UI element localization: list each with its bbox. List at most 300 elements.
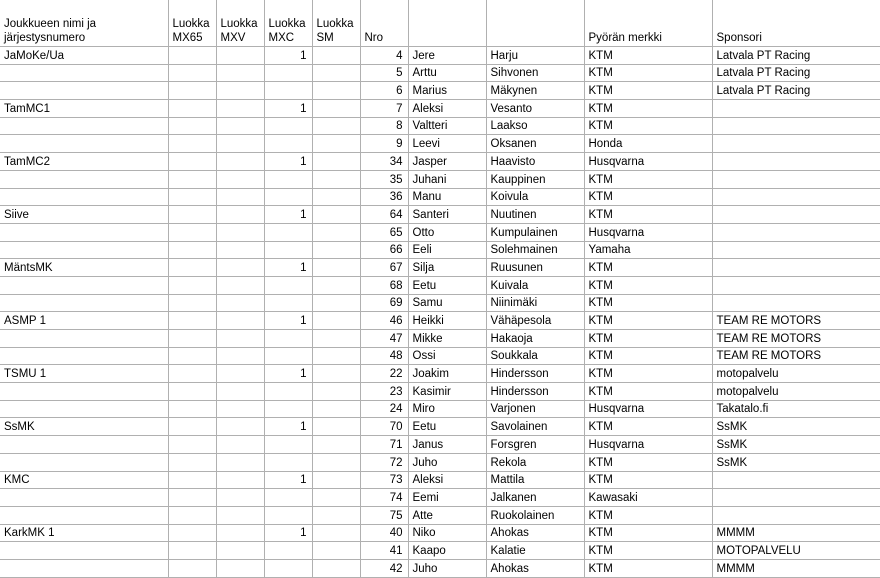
cell-sponsor	[712, 188, 880, 206]
cell-mxc	[264, 453, 312, 471]
table-row	[0, 383, 880, 401]
cell-bike: KTM	[584, 471, 712, 489]
header-mxc: Luokka MXC	[264, 0, 312, 47]
cell-bike: KTM	[584, 524, 712, 542]
cell-mxc	[264, 276, 312, 294]
cell-sm	[312, 436, 360, 454]
cell-sm	[312, 82, 360, 100]
cell-mxc	[264, 64, 312, 82]
cell-nro: 75	[360, 506, 408, 524]
cell-bike: KTM	[584, 64, 712, 82]
header-first-name	[408, 0, 486, 47]
table-row	[0, 117, 880, 135]
cell-sm	[312, 259, 360, 277]
table-row	[0, 453, 880, 471]
cell-bike: Husqvarna	[584, 153, 712, 171]
cell-mx65	[168, 153, 216, 171]
cell-sm	[312, 312, 360, 330]
cell-team	[0, 330, 168, 348]
cell-sm	[312, 135, 360, 153]
table-row	[0, 294, 880, 312]
cell-team	[0, 170, 168, 188]
table-row	[0, 471, 880, 489]
table-row	[0, 100, 880, 118]
cell-last-name: Kalatie	[486, 542, 584, 560]
cell-first-name: Samu	[408, 294, 486, 312]
cell-sponsor	[712, 294, 880, 312]
cell-mxc	[264, 347, 312, 365]
table-row	[0, 524, 880, 542]
table-row	[0, 400, 880, 418]
cell-bike: KTM	[584, 117, 712, 135]
table-row	[0, 276, 880, 294]
cell-sponsor	[712, 170, 880, 188]
cell-nro: 68	[360, 276, 408, 294]
cell-team	[0, 400, 168, 418]
cell-bike: KTM	[584, 312, 712, 330]
cell-sponsor	[712, 276, 880, 294]
table-row	[0, 489, 880, 507]
cell-mx65	[168, 294, 216, 312]
cell-team: SsMK	[0, 418, 168, 436]
cell-mxc	[264, 117, 312, 135]
cell-last-name: Solehmainen	[486, 241, 584, 259]
cell-mx65	[168, 524, 216, 542]
cell-team: ASMP 1	[0, 312, 168, 330]
cell-nro: 35	[360, 170, 408, 188]
cell-team	[0, 294, 168, 312]
cell-first-name: Ossi	[408, 347, 486, 365]
cell-first-name: Juhani	[408, 170, 486, 188]
cell-sponsor	[712, 100, 880, 118]
cell-team: TamMC1	[0, 100, 168, 118]
cell-mxv	[216, 489, 264, 507]
cell-first-name: Eetu	[408, 276, 486, 294]
cell-sponsor	[712, 135, 880, 153]
cell-bike: KTM	[584, 294, 712, 312]
cell-team	[0, 276, 168, 294]
cell-bike: KTM	[584, 100, 712, 118]
cell-mxc: 1	[264, 259, 312, 277]
cell-first-name: Marius	[408, 82, 486, 100]
cell-sm	[312, 347, 360, 365]
cell-team: JaMoKe/Ua	[0, 47, 168, 65]
cell-team	[0, 188, 168, 206]
cell-mxc: 1	[264, 47, 312, 65]
cell-mxc: 1	[264, 524, 312, 542]
cell-nro: 46	[360, 312, 408, 330]
cell-mx65	[168, 418, 216, 436]
cell-last-name: Mäkynen	[486, 82, 584, 100]
cell-team	[0, 223, 168, 241]
cell-mxv	[216, 330, 264, 348]
cell-mxv	[216, 223, 264, 241]
header-nro: Nro	[360, 0, 408, 47]
cell-mxv	[216, 206, 264, 224]
cell-bike: KTM	[584, 506, 712, 524]
cell-sm	[312, 365, 360, 383]
cell-first-name: Mikke	[408, 330, 486, 348]
cell-mxc: 1	[264, 312, 312, 330]
cell-mxv	[216, 82, 264, 100]
cell-bike: KTM	[584, 347, 712, 365]
cell-mx65	[168, 135, 216, 153]
cell-mxc	[264, 223, 312, 241]
cell-mx65	[168, 223, 216, 241]
cell-last-name: Ruokolainen	[486, 506, 584, 524]
cell-bike: KTM	[584, 365, 712, 383]
cell-sm	[312, 64, 360, 82]
cell-mx65	[168, 365, 216, 383]
cell-first-name: Otto	[408, 223, 486, 241]
cell-nro: 74	[360, 489, 408, 507]
cell-mxv	[216, 471, 264, 489]
cell-first-name: Aleksi	[408, 100, 486, 118]
cell-team	[0, 436, 168, 454]
cell-sponsor: motopalvelu	[712, 365, 880, 383]
cell-team	[0, 64, 168, 82]
cell-sm	[312, 489, 360, 507]
cell-bike: KTM	[584, 330, 712, 348]
cell-mx65	[168, 206, 216, 224]
cell-mx65	[168, 559, 216, 577]
cell-sm	[312, 542, 360, 560]
cell-mx65	[168, 471, 216, 489]
cell-sponsor	[712, 241, 880, 259]
cell-last-name: Koivula	[486, 188, 584, 206]
cell-nro: 66	[360, 241, 408, 259]
cell-bike: KTM	[584, 170, 712, 188]
cell-sm	[312, 153, 360, 171]
cell-mxv	[216, 259, 264, 277]
cell-last-name: Hakaoja	[486, 330, 584, 348]
cell-first-name: Jasper	[408, 153, 486, 171]
cell-nro: 23	[360, 383, 408, 401]
cell-last-name: Oksanen	[486, 135, 584, 153]
cell-sponsor	[712, 223, 880, 241]
cell-bike: KTM	[584, 418, 712, 436]
cell-mxc	[264, 170, 312, 188]
cell-sponsor	[712, 259, 880, 277]
cell-sm	[312, 471, 360, 489]
cell-nro: 36	[360, 188, 408, 206]
cell-first-name: Niko	[408, 524, 486, 542]
cell-sponsor: SsMK	[712, 436, 880, 454]
cell-sponsor: TEAM RE MOTORS	[712, 347, 880, 365]
cell-nro: 9	[360, 135, 408, 153]
cell-mxc: 1	[264, 100, 312, 118]
cell-sm	[312, 330, 360, 348]
cell-last-name: Harju	[486, 47, 584, 65]
cell-last-name: Rekola	[486, 453, 584, 471]
cell-team	[0, 241, 168, 259]
cell-bike: KTM	[584, 276, 712, 294]
cell-mx65	[168, 453, 216, 471]
cell-nro: 70	[360, 418, 408, 436]
cell-sponsor: MOTOPALVELU	[712, 542, 880, 560]
header-mxv: Luokka MXV	[216, 0, 264, 47]
cell-first-name: Eemi	[408, 489, 486, 507]
cell-mxv	[216, 188, 264, 206]
cell-team: Siive	[0, 206, 168, 224]
cell-first-name: Janus	[408, 436, 486, 454]
cell-last-name: Kumpulainen	[486, 223, 584, 241]
cell-mx65	[168, 400, 216, 418]
cell-first-name: Silja	[408, 259, 486, 277]
cell-mxv	[216, 100, 264, 118]
cell-mx65	[168, 170, 216, 188]
cell-mxv	[216, 64, 264, 82]
cell-sm	[312, 206, 360, 224]
cell-mxv	[216, 453, 264, 471]
cell-first-name: Leevi	[408, 135, 486, 153]
cell-nro: 41	[360, 542, 408, 560]
cell-bike: Yamaha	[584, 241, 712, 259]
cell-nro: 65	[360, 223, 408, 241]
cell-first-name: Santeri	[408, 206, 486, 224]
cell-team: MäntsMK	[0, 259, 168, 277]
cell-sponsor	[712, 206, 880, 224]
cell-mxc	[264, 82, 312, 100]
table-row	[0, 135, 880, 153]
cell-mx65	[168, 436, 216, 454]
cell-last-name: Ahokas	[486, 559, 584, 577]
cell-last-name: Soukkala	[486, 347, 584, 365]
cell-sponsor	[712, 506, 880, 524]
table-row	[0, 82, 880, 100]
cell-sm	[312, 241, 360, 259]
cell-sponsor	[712, 153, 880, 171]
cell-sm	[312, 524, 360, 542]
cell-nro: 71	[360, 436, 408, 454]
cell-nro: 64	[360, 206, 408, 224]
cell-sponsor: motopalvelu	[712, 383, 880, 401]
table-row	[0, 47, 880, 65]
cell-last-name: Forsgren	[486, 436, 584, 454]
cell-mxv	[216, 524, 264, 542]
table-row	[0, 241, 880, 259]
cell-sponsor: Takatalo.fi	[712, 400, 880, 418]
cell-sponsor: TEAM RE MOTORS	[712, 330, 880, 348]
cell-bike: KTM	[584, 453, 712, 471]
cell-mxc: 1	[264, 418, 312, 436]
cell-mxc	[264, 241, 312, 259]
cell-mxc	[264, 559, 312, 577]
cell-mxc	[264, 135, 312, 153]
cell-team	[0, 453, 168, 471]
cell-sm	[312, 170, 360, 188]
cell-mx65	[168, 330, 216, 348]
cell-bike: KTM	[584, 47, 712, 65]
cell-mx65	[168, 64, 216, 82]
cell-mxc	[264, 542, 312, 560]
cell-nro: 47	[360, 330, 408, 348]
cell-sm	[312, 100, 360, 118]
cell-mxc	[264, 294, 312, 312]
table-row	[0, 312, 880, 330]
cell-mxv	[216, 383, 264, 401]
cell-team	[0, 383, 168, 401]
header-team: Joukkueen nimi ja järjestysnumero	[0, 0, 168, 47]
cell-bike: KTM	[584, 383, 712, 401]
cell-sponsor: Latvala PT Racing	[712, 82, 880, 100]
cell-sm	[312, 559, 360, 577]
cell-team: KarkMK 1	[0, 524, 168, 542]
cell-sm	[312, 223, 360, 241]
table-row	[0, 542, 880, 560]
cell-first-name: Arttu	[408, 64, 486, 82]
cell-bike: Husqvarna	[584, 436, 712, 454]
cell-nro: 34	[360, 153, 408, 171]
cell-mxc	[264, 188, 312, 206]
cell-mxc: 1	[264, 471, 312, 489]
cell-mxv	[216, 117, 264, 135]
cell-bike: KTM	[584, 188, 712, 206]
cell-sm	[312, 383, 360, 401]
cell-mxv	[216, 365, 264, 383]
cell-team	[0, 82, 168, 100]
cell-mxv	[216, 47, 264, 65]
cell-last-name: Laakso	[486, 117, 584, 135]
cell-sponsor: MMMM	[712, 524, 880, 542]
cell-mxc	[264, 400, 312, 418]
cell-bike: Husqvarna	[584, 400, 712, 418]
header-sm: Luokka SM	[312, 0, 360, 47]
cell-mxv	[216, 276, 264, 294]
cell-first-name: Kasimir	[408, 383, 486, 401]
cell-last-name: Hindersson	[486, 365, 584, 383]
cell-mxv	[216, 347, 264, 365]
cell-mxv	[216, 135, 264, 153]
table-row	[0, 259, 880, 277]
cell-sm	[312, 400, 360, 418]
cell-sponsor	[712, 117, 880, 135]
cell-team: TSMU 1	[0, 365, 168, 383]
cell-nro: 48	[360, 347, 408, 365]
cell-mx65	[168, 188, 216, 206]
cell-first-name: Heikki	[408, 312, 486, 330]
cell-nro: 6	[360, 82, 408, 100]
cell-bike: KTM	[584, 259, 712, 277]
header-row	[0, 0, 880, 47]
cell-sm	[312, 418, 360, 436]
table-row	[0, 170, 880, 188]
cell-mxv	[216, 170, 264, 188]
cell-mx65	[168, 47, 216, 65]
table-row	[0, 64, 880, 82]
cell-last-name: Jalkanen	[486, 489, 584, 507]
table-row	[0, 153, 880, 171]
cell-first-name: Atte	[408, 506, 486, 524]
cell-last-name: Kauppinen	[486, 170, 584, 188]
cell-mx65	[168, 542, 216, 560]
table-row	[0, 330, 880, 348]
cell-last-name: Mattila	[486, 471, 584, 489]
cell-sponsor: Latvala PT Racing	[712, 64, 880, 82]
cell-sponsor: TEAM RE MOTORS	[712, 312, 880, 330]
table-row	[0, 223, 880, 241]
cell-mx65	[168, 259, 216, 277]
cell-nro: 72	[360, 453, 408, 471]
cell-mxv	[216, 400, 264, 418]
cell-nro: 5	[360, 64, 408, 82]
cell-bike: KTM	[584, 82, 712, 100]
cell-team	[0, 559, 168, 577]
cell-first-name: Aleksi	[408, 471, 486, 489]
cell-bike: KTM	[584, 542, 712, 560]
cell-mx65	[168, 276, 216, 294]
cell-team	[0, 542, 168, 560]
cell-nro: 4	[360, 47, 408, 65]
cell-mxc	[264, 436, 312, 454]
cell-mx65	[168, 489, 216, 507]
cell-sm	[312, 276, 360, 294]
cell-team: TamMC2	[0, 153, 168, 171]
cell-team	[0, 347, 168, 365]
cell-mxv	[216, 559, 264, 577]
cell-sm	[312, 294, 360, 312]
cell-last-name: Nuutinen	[486, 206, 584, 224]
cell-bike: KTM	[584, 559, 712, 577]
cell-mx65	[168, 312, 216, 330]
cell-mxv	[216, 506, 264, 524]
table-row	[0, 188, 880, 206]
cell-nro: 7	[360, 100, 408, 118]
cell-bike: Honda	[584, 135, 712, 153]
cell-last-name: Kuivala	[486, 276, 584, 294]
cell-last-name: Niinimäki	[486, 294, 584, 312]
cell-sm	[312, 117, 360, 135]
cell-mxc	[264, 506, 312, 524]
cell-nro: 69	[360, 294, 408, 312]
cell-mxv	[216, 312, 264, 330]
cell-sponsor	[712, 489, 880, 507]
cell-mxv	[216, 294, 264, 312]
cell-sm	[312, 188, 360, 206]
cell-last-name: Vähäpesola	[486, 312, 584, 330]
cell-sponsor: Latvala PT Racing	[712, 47, 880, 65]
cell-team	[0, 117, 168, 135]
cell-first-name: Jere	[408, 47, 486, 65]
cell-first-name: Joakim	[408, 365, 486, 383]
header-bike: Pyörän merkki	[584, 0, 712, 47]
cell-nro: 42	[360, 559, 408, 577]
cell-sm	[312, 453, 360, 471]
header-mx65: Luokka MX65	[168, 0, 216, 47]
cell-last-name: Varjonen	[486, 400, 584, 418]
cell-mxc: 1	[264, 153, 312, 171]
cell-mxc	[264, 489, 312, 507]
cell-team	[0, 489, 168, 507]
cell-mxc: 1	[264, 206, 312, 224]
header-last-name	[486, 0, 584, 47]
cell-sponsor: MMMM	[712, 559, 880, 577]
cell-mxc	[264, 330, 312, 348]
cell-last-name: Savolainen	[486, 418, 584, 436]
cell-team	[0, 506, 168, 524]
cell-mx65	[168, 347, 216, 365]
cell-mxv	[216, 153, 264, 171]
cell-sm	[312, 506, 360, 524]
cell-nro: 67	[360, 259, 408, 277]
table-row	[0, 347, 880, 365]
cell-first-name: Kaapo	[408, 542, 486, 560]
cell-mx65	[168, 241, 216, 259]
cell-first-name: Miro	[408, 400, 486, 418]
cell-mxv	[216, 418, 264, 436]
table-row	[0, 436, 880, 454]
cell-sponsor: SsMK	[712, 418, 880, 436]
